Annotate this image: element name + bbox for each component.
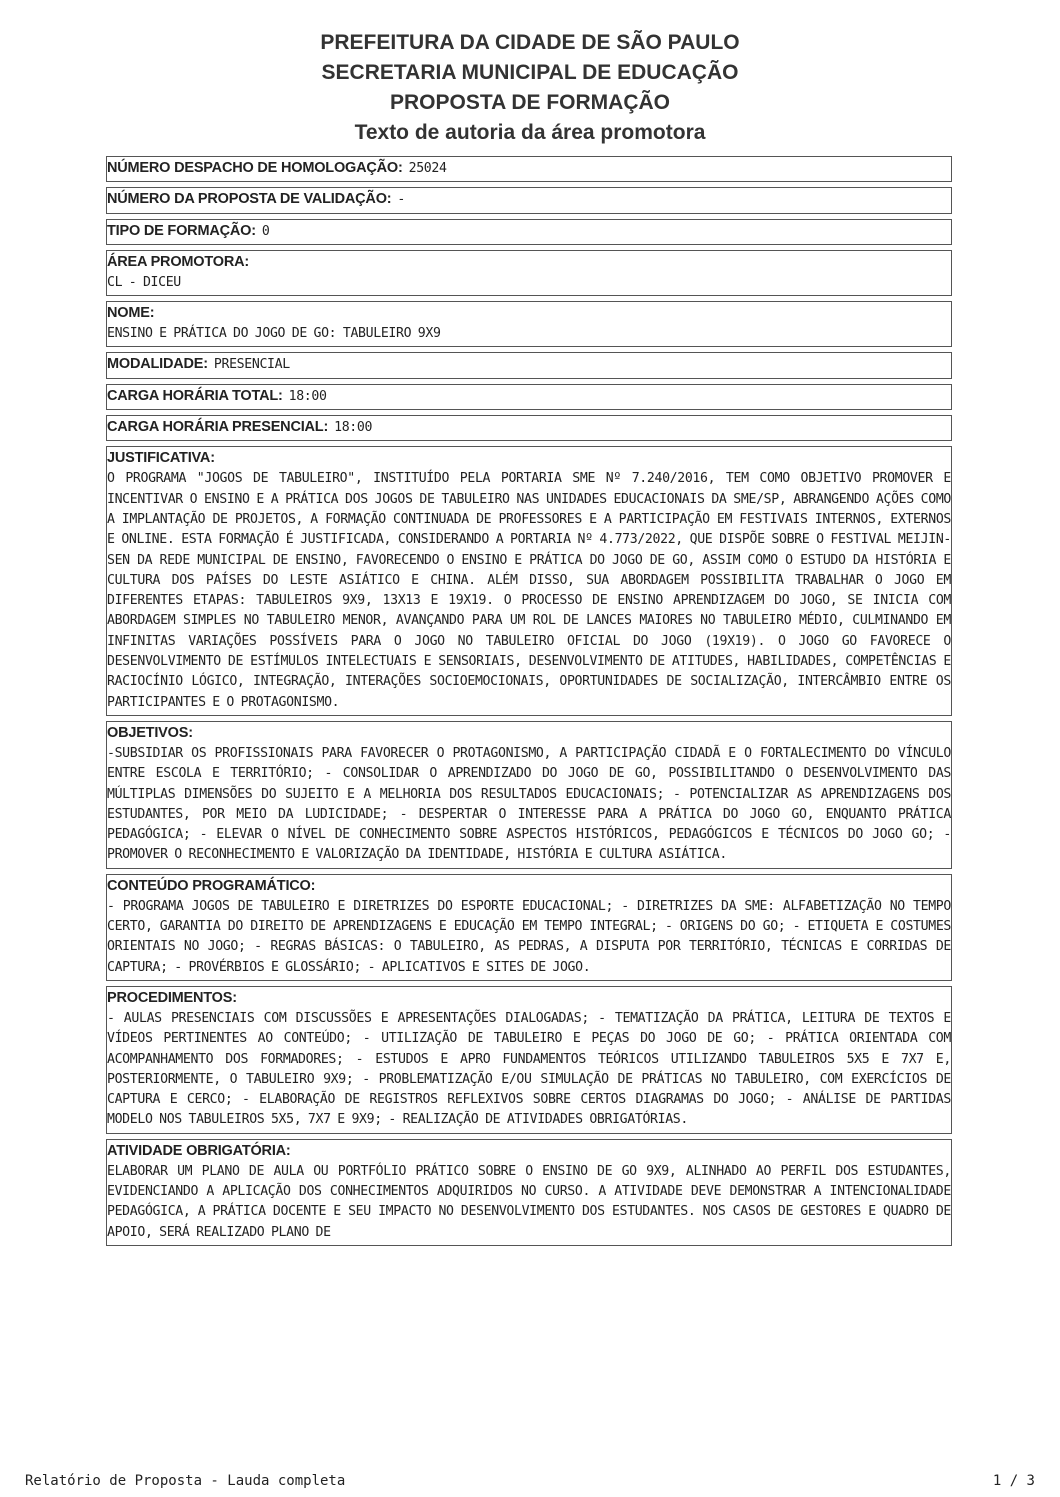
field-objetivos [106, 721, 952, 869]
field-atividade-obrigatoria [106, 1139, 952, 1246]
header-proposta: PROPOSTA DE FORMAÇÃO [389, 91, 670, 114]
footer-report-title: Relatório de Proposta - Lauda completa [25, 1473, 346, 1489]
field-label: NÚMERO DESPACHO DE HOMOLOGAÇÃO: [107, 160, 403, 176]
page-footer [25, 1473, 1035, 1489]
field-despacho [106, 156, 952, 182]
field-label: MODALIDADE: [107, 356, 208, 373]
field-value: O PROGRAMA "JOGOS DE TABULEIRO", INSTITUÍDO PELA PORTARIA SME Nº 7.240/2016, TEM COMO OBJETIVO PROMOVER E INCENTIVAR O ENSINO E A PRÁTICA DOS JOGOS DE TABULEIRO NAS UNIDADES EDUCACIONAIS DA SME/SP, ABRANGENDO AÇÕES COMO A IMPLANTAÇÃO DE PROJETOS, A FORMAÇÃO CONTINUADA DE PROFESSORES E A PARTICIPAÇÃO EM FESTIVAIS INTERNOS, EXTERNOS E ONLINE. ESTA FORMAÇÃO É JUSTIFICADA, CONSIDERANDO A PORTARIA Nº 4.773/2022, QUE DISPÕE SOBRE O FESTIVAL MEIJIN-SEN DA REDE MUNICIPAL DE ENSINO, FAVORECENDO O ENSINO E PRÁTICA DO JOGO DE GO, ASSIM COMO O ESTUDO DA HISTÓRIA E CULTURA DOS PAÍSES DO LESTE ASIÁTICO E CHINA. ALÉM DISSO, SUA ABORDAGEM POSSIBILITA TRABALHAR O JOGO EM DIFERENTES ETAPAS: TABULEIROS 9X9, 13X13 E 19X19. O PROCESSO DE ENSINO APRENDIZAGEM DO JOGO, SE INICIA COM ABORDAGEM SIMPLES NO TABULEIRO MENOR, AVANÇANDO PARA UM ROL DE LANCES MAIORES NO TABULEIRO MÉDIO, CULMINANDO EM INFINITAS VARIAÇÕES POSSÍVEIS PARA O JOGO NO TABULEIRO OFICIAL DO JOGO (19X19). O JOGO GO FAVORECE O DESENVOLVIMENTO DE ESTÍMULOS INTELECTUAIS E SENSORIAIS, DESENVOLVIMENTO DE ATITUDES, HABILIDADES, COMPETÊNCIAS E RACIOCÍNIO LÓGICO, INTEGRAÇÃO, INTERAÇÕES SOCIOEMOCIONAIS, OPORTUNIDADES DE SOCIALIZAÇÃO, INTERCÂMBIO ENTRE OS PARTICIPANTES E O PROTAGONISMO. [107, 471, 951, 710]
field-proposta [106, 187, 952, 213]
field-value: PRESENCIAL [213, 357, 290, 373]
field-value: - [397, 192, 406, 208]
document-header [0, 28, 1060, 148]
field-value: ELABORAR UM PLANO DE AULA OU PORTFÓLIO PRÁTICO SOBRE O ENSINO DE GO 9X9, ALINHADO AO PERFIL DOS ESTUDANTES, EVIDENCIANDO A APLICAÇÃO DOS CONHECIMENTOS ADQUIRIDOS NO CURSO. A ATIVIDADE DEVE DEMONSTRAR A INTENCIONALIDADE PEDAGÓGICA, A PRÁTICA DOCENTE E SEU IMPACTO NO DESENVOLVIMENTO DOS ESTUDANTES. NOS CASOS DE GESTORES E QUADRO DE APOIO, SERÁ REALIZADO PLANO DE [107, 1163, 951, 1240]
field-label: NÚMERO DA PROPOSTA DE VALIDAÇÃO: [107, 191, 392, 208]
form-sections [106, 156, 952, 1251]
field-modalidade [106, 352, 952, 378]
field-value: - AULAS PRESENCIAIS COM DISCUSSÕES E APRESENTAÇÕES DIALOGADAS; - TEMATIZAÇÃO DA PRÁTICA, LEITURA DE TEXTOS E VÍDEOS PERTINENTES AO CONTEÚDO; - UTILIZAÇÃO DE TABULEIRO E PEÇAS DO JOGO DE GO; - PRÁTICA ORIENTADA COM ACOMPANHAMENTO DOS FORMADORES; - ESTUDOS E APRO FUNDAMENTOS TEÓRICOS UTILIZANDO TABULEIROS 5X5 E 7X7 E, POSTERIORMENTE, O TABULEIRO 9X9; - PROBLEMATIZAÇÃO E/OU SIMULAÇÃO DE PRÁTICAS NO TABULEIRO, COM EXERCÍCIOS DE CAPTURA E CERCO; - ELABORAÇÃO DE REGISTROS REFLEXIVOS SOBRE CERTOS DIAGRAMAS DO JOGO; - ANÁLISE DE PARTIDAS MODELO NOS TABULEIROS 5X5, 7X7 E 9X9; - REALIZAÇÃO DE ATIVIDADES OBRIGATÓRIAS. [107, 1010, 951, 1128]
page-number: 1 / 3 [992, 1473, 1035, 1489]
field-value: CL - DICEU [107, 274, 181, 290]
field-label: NOME: [107, 305, 155, 322]
field-value: - PROGRAMA JOGOS DE TABULEIRO E DIRETRIZES DO ESPORTE EDUCACIONAL; - DIRETRIZES DA SME: ALFABETIZAÇÃO NO TEMPO CERTO, GARANTIA DO DIREITO DE APRENDIZAGENS E EDUCAÇÃO EM TEMPO INTEGRAL; - ORIGENS DO GO; - ETIQUETA E COSTUMES ORIENTAIS NO JOGO; - REGRAS BÁSICAS: O TABULEIRO, AS PEDRAS, A DISPUTA POR TERRITÓRIO, TÉCNICAS E CORRIDAS DE CAPTURA; - PROVÉRBIOS E GLOSSÁRIO; - APLICATIVOS E SITES DE JOGO. [107, 898, 951, 975]
field-justificativa [106, 446, 952, 716]
field-value: 18:00 [288, 388, 327, 404]
field-value: 0 [261, 223, 270, 239]
field-conteudo-programatico [106, 874, 952, 981]
field-label: TIPO DE FORMAÇÃO: [107, 222, 256, 239]
field-carga-presencial [106, 415, 952, 441]
header-secretaria: SECRETARIA MUNICIPAL DE EDUCAÇÃO [321, 61, 739, 84]
field-value: ENSINO E PRÁTICA DO JOGO DE GO: TABULEIRO 9X9 [107, 326, 441, 342]
field-label: CARGA HORÁRIA TOTAL: [107, 387, 283, 404]
header-autoria: Texto de autoria da área promotora [354, 121, 706, 144]
field-label: PROCEDIMENTOS: [107, 989, 237, 1006]
header-prefeitura: PREFEITURA DA CIDADE DE SÃO PAULO [320, 31, 740, 54]
field-value: 25024 [408, 161, 447, 176]
field-label: ATIVIDADE OBRIGATÓRIA: [107, 1142, 291, 1159]
field-label: CONTEÚDO PROGRAMÁTICO: [107, 877, 316, 894]
field-carga-total [106, 384, 952, 410]
field-procedimentos [106, 986, 952, 1134]
field-label: JUSTIFICATIVA: [107, 450, 215, 467]
field-nome [106, 301, 952, 347]
field-label: ÁREA PROMOTORA: [107, 253, 250, 270]
field-label: OBJETIVOS: [107, 724, 193, 741]
field-label: CARGA HORÁRIA PRESENCIAL: [107, 419, 329, 436]
field-tipo [106, 219, 952, 245]
field-value: -SUBSIDIAR OS PROFISSIONAIS PARA FAVORECER O PROTAGONISMO, A PARTICIPAÇÃO CIDADÃ E O FORTALECIMENTO DO VÍNCULO ENTRE ESCOLA E TERRITÓRIO; - CONSOLIDAR O APRENDIZADO DO JOGO DE GO, POSSIBILITANDO O DESENVOLVIMENTO DAS MÚLTIPLAS DIMENSÕES DO SUJEITO E A MELHORIA DOS RESULTADOS EDUCACIONAIS; - POTENCIALIZAR AS APRENDIZAGENS DOS ESTUDANTES, POR MEIO DA LUDICIDADE; - DESPERTAR O INTERESSE PARA A PRÁTICA DO JOGO GO, ENQUANTO PRÁTICA PEDAGÓGICA; - ELEVAR O NÍVEL DE CONHECIMENTO SOBRE ASPECTOS HISTÓRICOS, PEDAGÓGICOS E TÉCNICOS DO JOGO GO; - PROMOVER O RECONHECIMENTO E VALORIZAÇÃO DA IDENTIDADE, HISTÓRIA E CULTURA ASIÁTICA. [107, 745, 951, 863]
field-value: 18:00 [334, 420, 373, 436]
field-area-promotora [106, 250, 952, 296]
